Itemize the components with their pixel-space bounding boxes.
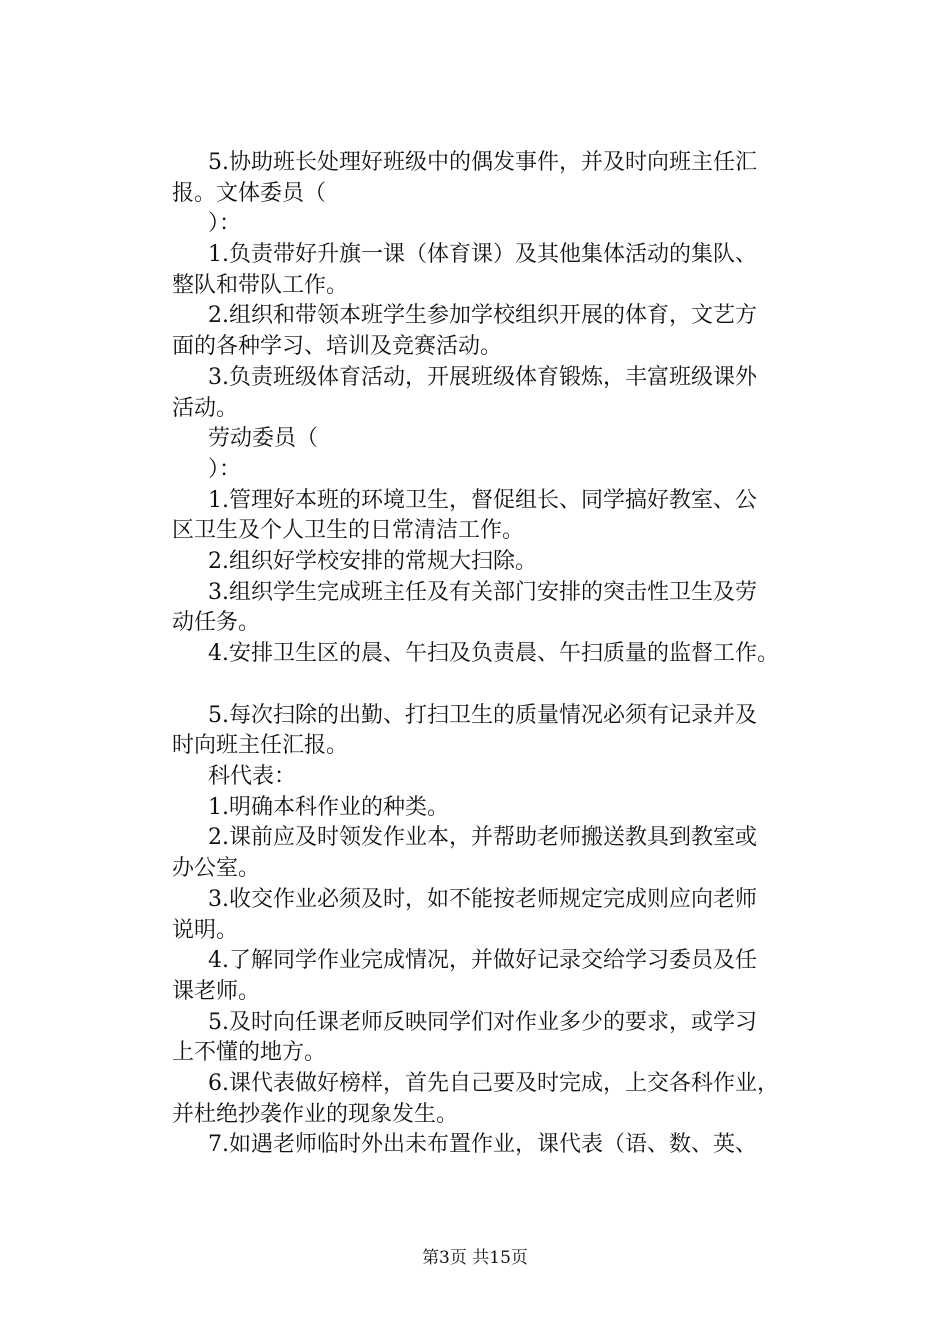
paragraph-line: 2.组织好学校安排的常规大扫除。 — [208, 548, 537, 574]
paragraph-line: 1.明确本科作业的种类。 — [208, 794, 449, 820]
paragraph-line: ）： — [208, 211, 242, 237]
paragraph-line: 5.协助班长处理好班级中的偶发事件，并及时向班主任汇 — [208, 150, 757, 175]
paragraph-line: 5.每次扫除的出勤、打扫卫生的质量情况必须有记录并及 — [208, 702, 757, 728]
section-heading: 劳动委员（ — [208, 426, 319, 452]
paragraph-line: 3.收交作业必须及时，如不能按老师规定完成则应向老师 — [208, 886, 757, 912]
section-heading: 科代表： — [208, 764, 297, 790]
paragraph-line: 课老师。 — [172, 978, 261, 1004]
paragraph-line: 5.及时向任课老师反映同学们对作业多少的要求，或学习 — [208, 1009, 757, 1035]
paragraph-line: 2.组织和带领本班学生参加学校组织开展的体育，文艺方 — [208, 303, 757, 329]
paragraph-line: 整队和带队工作。 — [172, 272, 349, 298]
paragraph-line: ）： — [208, 456, 242, 482]
paragraph-line: 6.课代表做好榜样，首先自己要及时完成，上交各科作业， — [208, 1070, 779, 1096]
paragraph-line: 说明。 — [172, 917, 239, 943]
paragraph-line: 区卫生及个人卫生的日常清洁工作。 — [172, 518, 525, 544]
paragraph-line: 4.了解同学作业完成情况，并做好记录交给学习委员及任 — [208, 948, 757, 974]
paragraph-line: 4.安排卫生区的晨、午扫及负责晨、午扫质量的监督工作。 — [208, 641, 779, 666]
paragraph-line: 2.课前应及时领发作业本，并帮助老师搬送教具到教室或 — [208, 825, 757, 851]
paragraph-line: 时向班主任汇报。 — [172, 733, 349, 759]
paragraph-line: 1.负责带好升旗一课（体育课）及其他集体活动的集队、 — [208, 242, 757, 268]
document-body — [172, 148, 852, 1161]
paragraph-line: 活动。 — [172, 395, 239, 421]
paragraph-gap — [172, 670, 852, 701]
paragraph-line: 面的各种学习、培训及竞赛活动。 — [172, 334, 503, 360]
paragraph-line: 3.组织学生完成班主任及有关部门安排的突击性卫生及劳 — [208, 579, 757, 605]
page-number-footer: 第3页 共15页 — [422, 1248, 528, 1268]
paragraph-line: 上不懂的地方。 — [172, 1040, 327, 1066]
paragraph-line: 动任务。 — [172, 610, 261, 636]
paragraph-line: 1.管理好本班的环境卫生，督促组长、同学搞好教室、公 — [208, 487, 757, 513]
paragraph-line: 办公室。 — [172, 856, 261, 882]
paragraph-line: 报。文体委员（ — [172, 180, 327, 206]
paragraph-line: 7.如遇老师临时外出未布置作业，课代表（语、数、英、 — [208, 1132, 757, 1158]
paragraph-line: 并杜绝抄袭作业的现象发生。 — [172, 1101, 459, 1127]
paragraph-line: 3.负责班级体育活动，开展班级体育锻炼，丰富班级课外 — [208, 364, 757, 390]
